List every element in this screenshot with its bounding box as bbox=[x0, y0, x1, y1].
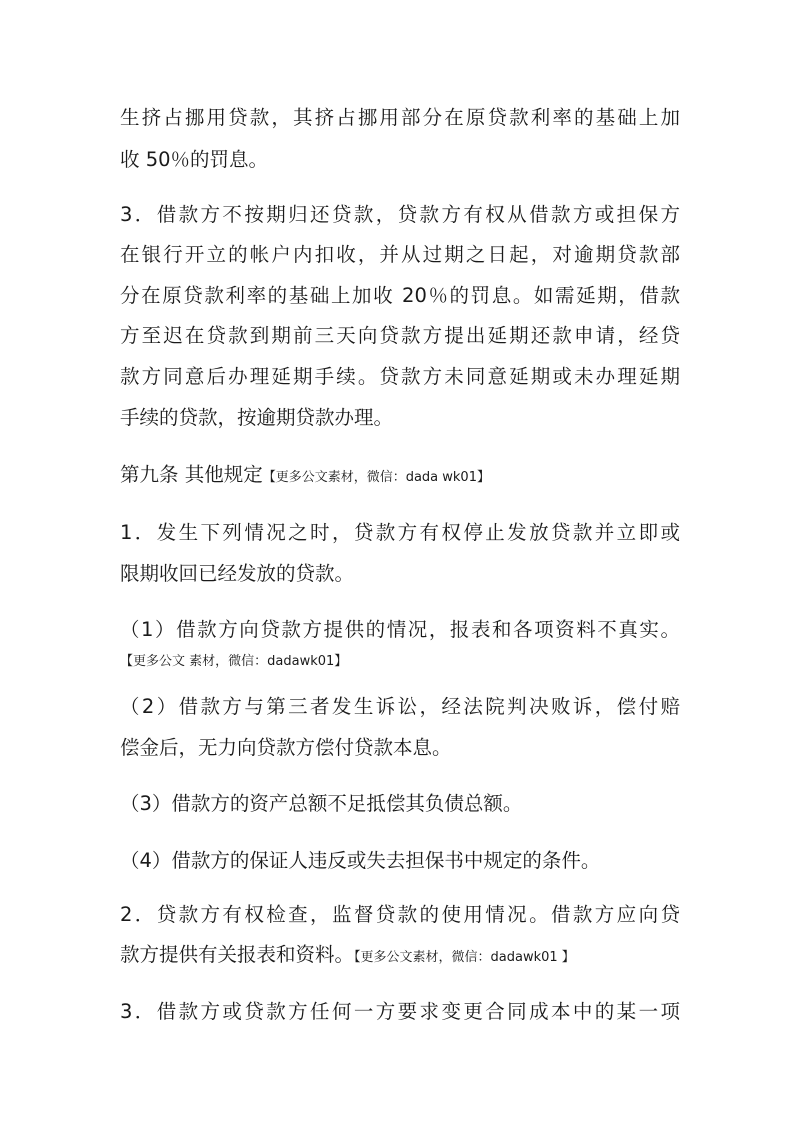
paragraph-line: 收 50％的罚息。 bbox=[120, 148, 269, 171]
paragraph-line: 3．借款方或贷款方任何一方要求变更合同成本中的某一项 bbox=[120, 1000, 680, 1023]
paragraph-text: 款方提供有关报表和资料。 bbox=[120, 943, 355, 966]
paragraph-line: （1）借款方向贷款方提供的情况，报表和各项资料不真实。 bbox=[120, 618, 680, 641]
paragraph-line: 款方同意后办理延期手续。贷款方未同意延期或未办理延期 bbox=[120, 365, 680, 388]
paragraph-line: 偿金后，无力向贷款方偿付贷款本息。 bbox=[120, 736, 452, 759]
paragraph-line: 2．贷款方有权检查，监督贷款的使用情况。借款方应向贷 bbox=[120, 903, 680, 926]
section-heading: 第九条 其他规定 bbox=[120, 463, 263, 486]
paragraph-line-with-note bbox=[120, 943, 680, 970]
paragraph-line: 限期收回已经发放的贷款。 bbox=[120, 562, 355, 585]
paragraph-line: （4）借款方的保证人违反或失去担保书中规定的条件。 bbox=[120, 849, 601, 872]
paragraph-line: 在银行开立的帐户内扣收，并从过期之日起，对逾期贷款部 bbox=[120, 243, 680, 266]
paragraph-line: 手续的贷款，按逾期贷款办理。 bbox=[120, 406, 394, 429]
paragraph-line: （3）借款方的资产总额不足抵偿其负债总额。 bbox=[120, 792, 523, 815]
paragraph-line: 生挤占挪用贷款，其挤占挪用部分在原贷款利率的基础上加 bbox=[120, 106, 680, 129]
promo-note: 【更多公文素材，微信：dada wk01】 bbox=[262, 470, 490, 485]
paragraph-line: 方至迟在贷款到期前三天向贷款方提出延期还款申请，经贷 bbox=[120, 324, 680, 347]
paragraph-line: 3．借款方不按期归还贷款，贷款方有权从借款方或担保方 bbox=[120, 203, 680, 226]
paragraph-line: 1．发生下列情况之时，贷款方有权停止发放贷款并立即或 bbox=[120, 521, 680, 544]
paragraph-line: （2）借款方与第三者发生诉讼，经法院判决败诉，偿付赔 bbox=[120, 695, 680, 718]
promo-note: 【更多公文 素材，微信：dadawk01】 bbox=[120, 654, 348, 669]
paragraph-line: 分在原贷款利率的基础上加收 20％的罚息。如需延期，借款 bbox=[120, 284, 680, 307]
promo-note: 【更多公文素材，微信：dadawk01 】 bbox=[354, 950, 575, 965]
section-heading-line bbox=[120, 463, 680, 490]
